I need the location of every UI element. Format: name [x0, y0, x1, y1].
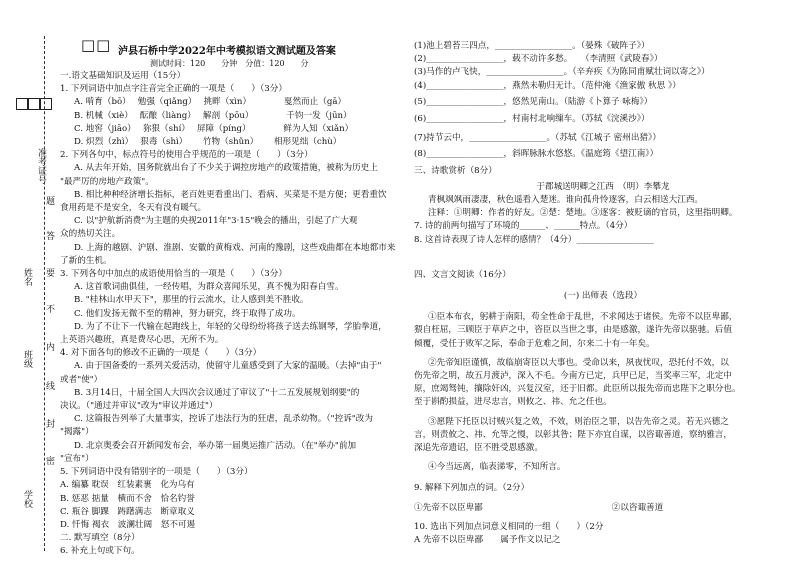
header-corner-boxes: □□ [81, 36, 112, 54]
seal-char: 密 [44, 456, 54, 465]
passage-title: (一) 出师表（选段） [563, 291, 643, 302]
seal-char: 答 [44, 231, 54, 240]
option-line: A. 由于国备委的一系列关爱活动，使留守儿童感受到了大家的温暖。（去掉"由于" [74, 361, 382, 372]
passage-text: 伤先帝之明，故五月渡泸，深入不毛。今南方已定，兵甲已足，当奖率三军，北定中 [414, 371, 732, 382]
binding-label-class: 班级 [22, 350, 32, 368]
exam-info: 测试时间：120 分钟 分值：120 分 [150, 59, 309, 68]
poem-text: 青枫飒飒雨凄凄，秋色遥看入楚迷。谁向孤舟怜逐客，白云相送大江西。 [428, 195, 704, 206]
option-line-cont: 了新的生机。 [60, 255, 112, 266]
question-line: 1. 下列词语中加点字注音完全正确的一项是（ ）（3分） [60, 84, 287, 95]
option-line: A. 编纂 耽误 红装素裹 化为乌有 [60, 480, 195, 491]
passage-text: ②先帝知臣谨慎，故临崩寄臣以大事也。受命以来，夙夜忧叹，恐托付不效，以 [428, 357, 729, 368]
option-line: B. 惩恶 掂量 横而不舍 恰名钓誉 [60, 493, 195, 504]
seal-char: 线 [44, 381, 54, 390]
left-column [60, 70, 396, 559]
fill-blank-line: (5)__________________，悠然见南山。（陆游《卜算子 咏梅》） [414, 96, 653, 107]
passage-text: 倾覆，受任于败军之际，奉命于危难之间，尔来二十有一年矣。 [414, 338, 655, 349]
option-line: D. 炽烈（zhì） 狠毒（shì） 竹物（shǔn） 相形见绌（chù） [74, 137, 342, 148]
option-line: D. 北京奥委会召开新闻发布会，举办第一届奥运推广活动。（在"举办"前加 [74, 440, 357, 451]
right-column [414, 40, 792, 547]
seal-char: 要 [44, 268, 54, 277]
passage-text: ①臣本布衣，躬耕于南阳，苟全性命于乱世，不求闻达于诸侯。先帝不以臣卑鄙， [428, 312, 738, 323]
fill-blank-line: (6)__________________，村南村北响缫车。（苏轼《浣溪沙》） [414, 114, 650, 125]
fill-blank-line: (1)池上碧苔三四点，__________________。（晏殊《破阵子》） [414, 41, 650, 51]
question-line: 9. 解释下列加点的词。（2分） [414, 483, 530, 494]
question-line: 3. 下列各句中加点的成语使用恰当的一项是（ ）（3分） [60, 269, 287, 280]
option-line: B. 相比种种经济增长指标，老百姓更看重出门、看病、买菜是不是方便；更看重饮 [74, 189, 387, 200]
question-line: 8. 这首诗表现了诗人怎样的感情？（4分）__________________ [414, 234, 654, 245]
option-line: C. 瓶谷 脚踝 踌躇满志 断章取义 [60, 506, 195, 517]
seal-char: 封 [44, 419, 54, 428]
passage-text: ③愿陛下托臣以讨贼兴复之效，不效，则治臣之罪，以告先帝之灵。若无兴德之 [428, 416, 729, 427]
option-line: D. 忏悔 褐衣 波澜壮阔 怒不可遏 [60, 519, 196, 530]
option-line: B. "桂林山水甲天下"，那里的行云流水，让人感到美不胜收。 [74, 295, 309, 306]
passage-text: 猥自枉屈，三顾臣于草庐之中，咨臣以当世之事，由是感激，遂许先帝以驱驰。后值 [414, 325, 732, 336]
fill-blank-line: (4)__________________，燕然未勒归无计。（范仲淹《渔家傲 秋思 》） [414, 80, 681, 91]
option-line: A. 从去年开始，国务院就出台了不少关于调控房地产的政策措施，被称为历史上 [74, 163, 378, 174]
binding-margin [14, 36, 56, 556]
binding-label-exam-id: 准考证号 [36, 148, 46, 184]
binding-label-name: 姓名 [22, 268, 32, 286]
question-line: 7. 诗的前两句描写了环境的______、______特点。（4分） [414, 221, 633, 232]
question-line: 4. 对下面各句的修改不正确的一项是（ ）（3分） [60, 348, 262, 359]
passage-text: 言，则责攸之、祎、允等之慢，以彰其咎；陛下亦宜自谋，以咨诹善道，察纳雅言， [414, 429, 732, 440]
option-line-cont: 决议。（"通过并审议"改为"审议并通过"） [60, 401, 218, 412]
fill-blank-line: (2)__________________，载不动许多愁。 （李清照《武陵春》） [414, 54, 663, 65]
passage-text: 深追先帝遗诏，臣不胜受恩感激。 [414, 443, 543, 454]
question-line: 10. 选出下列加点词意义相同的一组（ ）（2分 [414, 521, 604, 532]
seal-char: 不 [44, 304, 54, 313]
option-line: C. 以"护航新消费"为主题的央视2011年"3·15"晚会的播出，引起了广大观 [74, 216, 358, 227]
section-heading: 三、诗歌赏析（8分） [414, 165, 497, 176]
option-line-cont: 上英语兴趣班，真是费尽心思，无所不为。 [60, 335, 224, 346]
question-line: ①先帝不以臣卑鄙 ②以咨诹善道 [414, 502, 664, 513]
binding-label-school: 学校 [22, 490, 32, 508]
option-line: A. 这首歌词曲俱佳，一经传唱，为群众喜闻乐见，真不愧为阳春白雪。 [74, 282, 344, 293]
passage-text: ④今当远离，临表涕零，不知所言。 [428, 462, 566, 473]
option-line-cont: "最严厉的房地产政策"。 [60, 176, 154, 187]
option-line: D. 为了不让下一代输在起跑线上，年轻的父母纷纷将孩子送去练钢琴，学胎拳道， [74, 321, 387, 332]
option-line: B. 3月14日，十届全国人大四次会议通过了审议了"十二五发展规划纲要"的 [74, 387, 360, 398]
option-line: C. 这篇报告列举了大量事实，控诉了违法行为的狂虐，乱杀幼物。（"控诉"改为 [74, 414, 373, 425]
option-line: B. 机械（xiè） 酝酿（liàng） 解剖（pōu） 千钧一发（jūn） [74, 110, 352, 121]
poem-notes: 注释：①明卿：作者的好友。②楚：楚地。③逐客：被贬谪的官员，这里指明卿。 [428, 208, 738, 219]
option-line: D. 上海的越剧、沪剧、淮剧、安徽的黄梅戏、河南的豫剧，这些戏曲都在本地都市来 [74, 242, 396, 253]
id-box [40, 98, 52, 110]
section-heading: 二. 默写填空（8分） [60, 533, 140, 544]
page-title: 泸县石桥中学2022年中考模拟语文测试题及答案 [118, 46, 336, 57]
id-box [28, 98, 40, 110]
option-line-cont: "揭露"） [60, 427, 94, 438]
option-line-cont: "宣布"） [60, 453, 94, 464]
binding-dashed-line [44, 36, 45, 551]
section-heading: 四、文言文阅读（16分） [414, 269, 511, 280]
option-line: C. 他们发扬无微不至的精神，努力研究，终于取得了成功。 [74, 308, 301, 319]
poem-title: 于郡城送明卿之江西 （明）李攀龙 [536, 181, 670, 192]
option-line-cont: 众的热切关注。 [60, 229, 121, 240]
passage-text: 原，庶竭驽钝，攘除奸凶，兴复汉室，还于旧都。此臣所以报先帝而忠陛下之职分也。 [414, 384, 741, 395]
option-line-cont: 食用药是不是安全，冬天有没有暖气。 [60, 203, 207, 214]
question-line: 6. 补充上句或下句。 [60, 546, 140, 557]
fill-blank-line: (3)马作的卢飞快，__________________。（辛弃疾《为陈同甫赋壮词以寄之》） [414, 67, 710, 78]
question-line: 5. 下列词语中没有错别字的一项是（ ）（3分） [60, 467, 253, 478]
option-line: A 先帝不以臣卑鄙 属予作文以记之 [414, 535, 561, 546]
seal-char: 内 [44, 342, 54, 351]
seal-char: 题 [44, 196, 54, 205]
option-line-cont: 或者"使"） [60, 374, 103, 385]
option-line: A. 啃育（bō） 勉强（qiǎng） 挑畔（xìn） 戛然而止（gā） [74, 97, 347, 108]
passage-text: 至于斟酌损益，进尽忠言，则攸之、祎、允之任也。 [414, 397, 612, 408]
fill-blank-line: (8)__________________，斜晖脉脉水悠悠。《温庭筠《望江南》） [414, 149, 659, 160]
fill-blank-line: (7)持节云中，__________________。（苏轼《江城子 密州出猎》） [414, 133, 661, 144]
question-line: 2. 下列各句中，标点符号的使用合乎规范的一项是（ ）（3分） [60, 150, 313, 161]
section-heading: 一.语文基础知识及运用（15分） [60, 71, 186, 81]
option-line: C. 地窖（jiāo） 狝狠（shí） 屏障（píng） 鲜为人知（xiǎn） [74, 123, 354, 134]
id-box [16, 98, 28, 110]
